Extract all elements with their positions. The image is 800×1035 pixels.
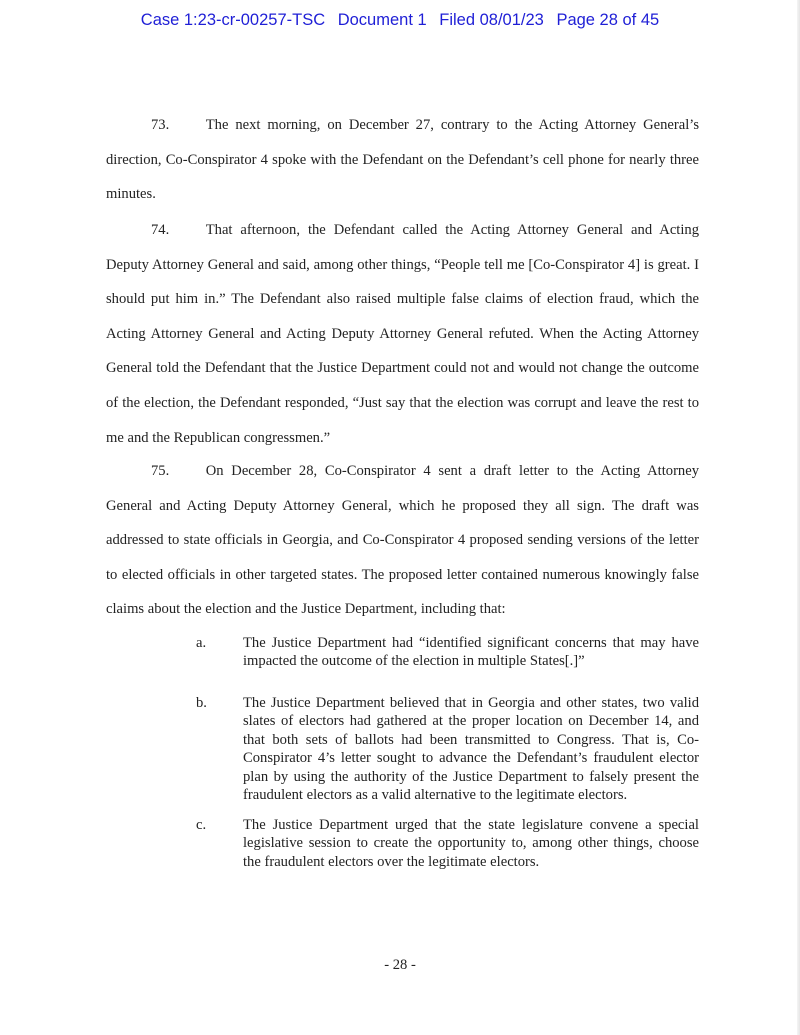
page-number: - 28 -: [384, 957, 416, 973]
list-marker: b.: [196, 695, 207, 711]
header-case-number: Case 1:23-cr-00257-TSC: [140, 11, 326, 29]
paragraph-number: 73.: [151, 117, 170, 133]
header-page-count: Page 28 of 45: [556, 11, 660, 29]
list-item-text: The Justice Department had “identified significant concerns that may have impacted the outcome of the election in multiple States[.]”: [243, 635, 699, 670]
list-item-text: The Justice Department believed that in Georgia and other states, two valid slates of electors had gathered at the proper location on December 14, and that both sets of ballots had been transmitted to Congress. That is, Co-Conspirator 4’s letter sought to advance the Defendant’s fraudulent elector plan by using the authority of the Justice Department to falsely present the fraudulent electors as a valid alternative to the legitimate electors.: [243, 695, 699, 804]
ecf-header: [0, 11, 800, 30]
paragraph-75: [106, 454, 699, 627]
paragraph-text: On December 28, Co-Conspirator 4 sent a draft letter to the Acting Attorney General and Acting Deputy Attorney General, which he proposed they all sign. The draft was addressed to state officials in Georgia, and Co-Conspirator 4 proposed sending versions of the letter to elected officials in other targeted states. The proposed letter contained numerous knowingly false claims about the election and the Justice Department, including that:: [106, 463, 699, 618]
list-item-text: The Justice Department urged that the state legislature convene a special legislative session to create the opportunity to, among other things, choose the fraudulent electors over the legitimate electors.: [243, 817, 699, 870]
paragraph-73: [106, 108, 699, 212]
header-document-number: Document 1: [337, 11, 427, 29]
list-marker: c.: [196, 817, 207, 833]
header-filed-date: Filed 08/01/23: [439, 11, 544, 29]
list-marker: a.: [196, 635, 207, 651]
paragraph-number: 74.: [151, 222, 170, 238]
paragraph-number: 75.: [151, 463, 170, 479]
paragraph-text: The next morning, on December 27, contrary to the Acting Attorney General’s direction, Co-Conspirator 4 spoke with the Defendant on the Defendant’s cell phone for nearly three minutes.: [106, 117, 699, 203]
paragraph-text: That afternoon, the Defendant called the Acting Attorney General and Acting Deputy Attorney General and said, among other things, “People tell me [Co-Conspirator 4] is great. I should put him in.” The Defendant also raised multiple false claims of election fraud, which the Acting Attorney General and Acting Deputy Attorney General refuted. When the Acting Attorney General told the Defendant that the Justice Department could not and would not change the outcome of the election, the Defendant responded, “Just say that the election was corrupt and leave the rest to me and the Republican congressmen.”: [106, 222, 699, 446]
paragraph-74: [106, 213, 699, 455]
